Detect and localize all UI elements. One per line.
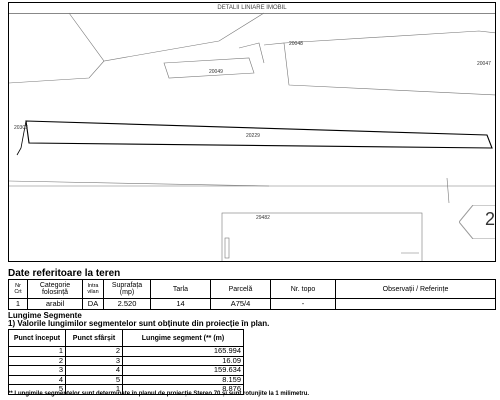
table-cell: 4 [66, 366, 123, 376]
table-header: Observații / Referințe [336, 280, 496, 299]
parcel-map [8, 2, 496, 262]
table-header: Suprafața (mp) [104, 280, 151, 299]
table-cell: 2 [9, 356, 66, 366]
table-cell [336, 299, 496, 310]
table-cell: 16.09 [123, 356, 244, 366]
table-cell: 159.634 [123, 366, 244, 376]
table-cell: 5 [9, 385, 66, 395]
table-row [9, 356, 244, 366]
parcel-label: 29482 [256, 215, 270, 221]
table-header: Intra vilan [83, 280, 104, 299]
table-cell: 165.994 [123, 347, 244, 357]
table-cell: 1 [9, 299, 28, 310]
table-header: Nr. topo [271, 280, 336, 299]
table-cell: 2.520 [104, 299, 151, 310]
table-cell: 8.876 [123, 385, 244, 395]
segments-footnote: ** Lungimile segmentelor sunt determinate în planul de proiecție Stereo 70 și sunt rotunjite la 1 milimetru. [8, 391, 310, 397]
parcel-label: 20229 [246, 133, 260, 139]
table-header: Nr Crt [9, 280, 28, 299]
table-header: Punct sfârșit [66, 330, 123, 347]
table-cell: 14 [151, 299, 211, 310]
table-cell: 4 [9, 375, 66, 385]
page-number[interactable]: 2 [484, 209, 495, 229]
table-cell: 8.159 [123, 375, 244, 385]
table-header: Parcelă [211, 280, 271, 299]
segments-table [8, 329, 244, 395]
land-data-title: Date referitoare la teren [8, 268, 121, 279]
table-row [9, 347, 244, 357]
parcel-label: 20047 [477, 61, 491, 67]
table-cell: A75/4 [211, 299, 271, 310]
parcel-label: 20049 [209, 69, 223, 75]
table-row [9, 299, 496, 310]
table-cell: 5 [66, 375, 123, 385]
table-cell: DA [83, 299, 104, 310]
table-header: Lungime segment (** (m) [123, 330, 244, 347]
table-cell: 1 [9, 347, 66, 357]
table-header: Tarla [151, 280, 211, 299]
table-row [9, 366, 244, 376]
table-header-row [9, 330, 244, 347]
map-title: DETALII LINIARE IMOBIL [9, 3, 495, 14]
table-header-row [9, 280, 496, 299]
land-data-table [8, 279, 496, 310]
table-header: Categorie folosință [28, 280, 83, 299]
table-cell: 3 [66, 356, 123, 366]
segments-subtitle: 1) Valorile lungimilor segmentelor sunt obținute din proiecție în plan. [8, 319, 270, 328]
table-cell: arabil [28, 299, 83, 310]
table-cell: 1 [66, 385, 123, 395]
parcel-label: 20303 [14, 125, 28, 131]
table-header: Punct început [9, 330, 66, 347]
table-cell: 3 [9, 366, 66, 376]
table-cell: 2 [66, 347, 123, 357]
parcel-label: 20048 [289, 41, 303, 47]
table-cell: - [271, 299, 336, 310]
table-row [9, 375, 244, 385]
segments-title: Lungime Segmente [8, 311, 82, 320]
